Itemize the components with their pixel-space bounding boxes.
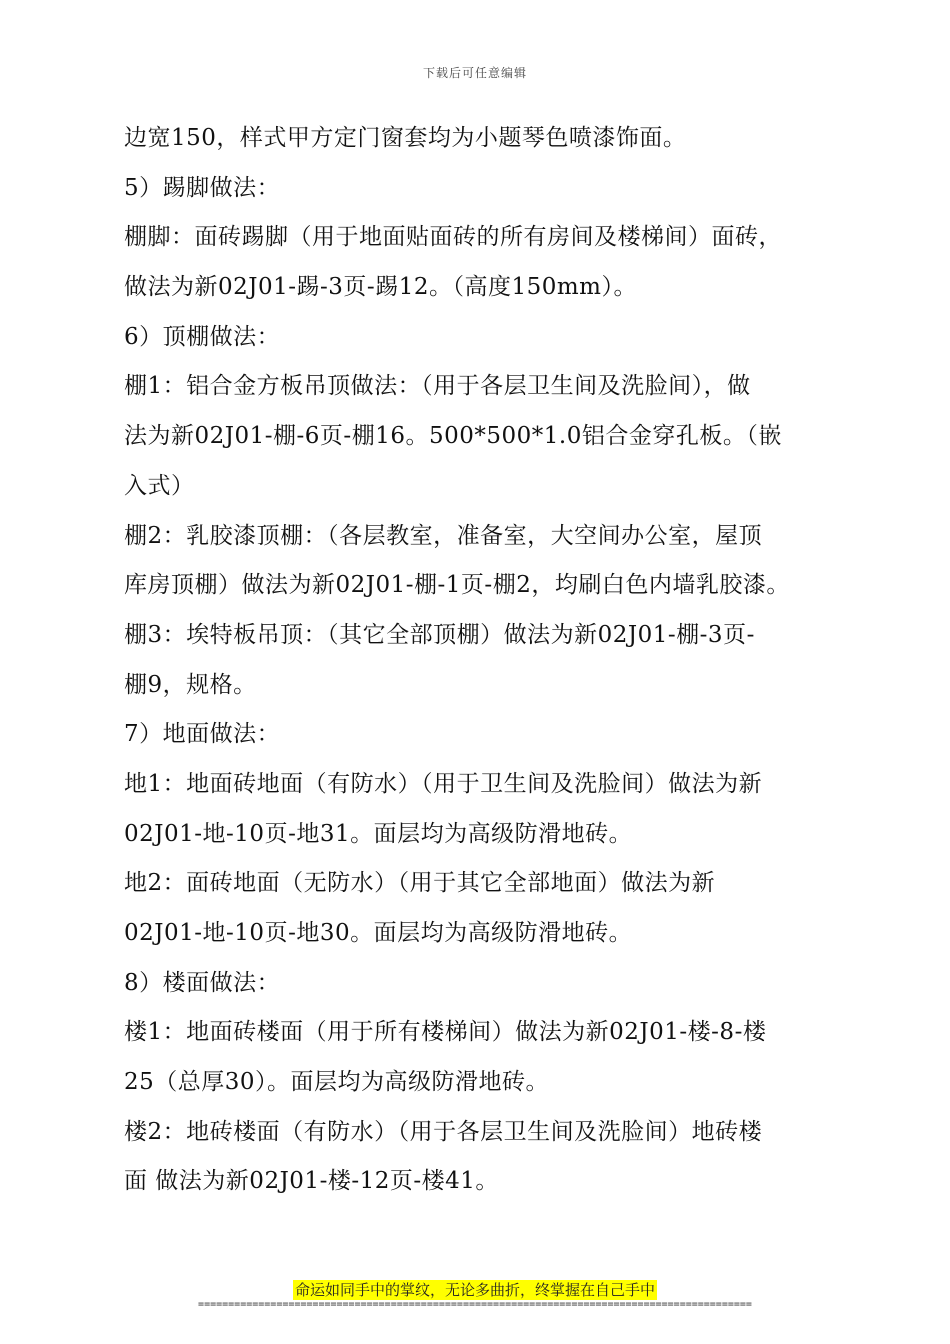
section-heading-skirting: 5）踢脚做法： [124, 174, 281, 201]
section-heading-floor: 8）楼面做法： [124, 969, 281, 996]
text-line: 地2：面砖地面（无防水）（用于其它全部地面）做法为新 [124, 870, 716, 897]
document-body [124, 114, 846, 1207]
text-line: 棚9，规格。 [124, 671, 257, 698]
text-line: 做法为新02J01-踢-3页-踢12。（高度150mm）。 [124, 274, 637, 301]
text-line: 边宽150，样式甲方定门窗套均为小题琴色喷漆饰面。 [124, 125, 687, 151]
text-line: 法为新02J01-棚-6页-棚16。500*500*1.0铝合金穿孔板。（嵌 [124, 423, 782, 450]
text-line: 棚脚：面砖踢脚（用于地面贴面砖的所有房间及楼梯间）面砖， [124, 224, 782, 251]
footer-divider: ============================================================================================ [198, 1299, 752, 1310]
text-line: 棚1：铝合金方板吊顶做法：（用于各层卫生间及洗脸间），做 [124, 373, 751, 400]
page-header: 下载后可任意编辑 [422, 66, 527, 80]
text-line: 25（总厚30）。面层均为高级防滑地砖。 [124, 1069, 550, 1096]
text-line: 棚3：埃特板吊顶：（其它全部顶棚）做法为新02J01-棚-3页- [124, 621, 755, 648]
text-line: 地1：地面砖地面（有防水）（用于卫生间及洗脸间）做法为新 [124, 770, 763, 797]
text-line: 楼2：地砖楼面（有防水）（用于各层卫生间及洗脸间）地砖楼 [124, 1118, 763, 1145]
section-heading-ground: 7）地面做法： [124, 721, 281, 748]
text-line: 02J01-地-10页-地31。面层均为高级防滑地砖。 [124, 820, 633, 847]
text-line: 面 做法为新02J01-楼-12页-楼41。 [124, 1168, 499, 1195]
text-line: 棚2：乳胶漆顶棚：（各层教室，准备室，大空间办公室，屋顶 [124, 522, 763, 549]
page-footer [0, 1280, 950, 1300]
text-line: 库房顶棚）做法为新02J01-棚-1页-棚2，均刷白色内墙乳胶漆。 [124, 572, 790, 599]
text-line: 入式） [124, 472, 195, 499]
section-heading-ceiling: 6）顶棚做法： [124, 323, 281, 350]
text-line: 楼1：地面砖楼面（用于所有楼梯间）做法为新02J01-楼-8-楼 [124, 1019, 767, 1046]
footer-motto: 命运如同手中的掌纹，无论多曲折，终掌握在自己手中 [294, 1281, 655, 1299]
text-line: 02J01-地-10页-地30。面层均为高级防滑地砖。 [124, 920, 633, 946]
